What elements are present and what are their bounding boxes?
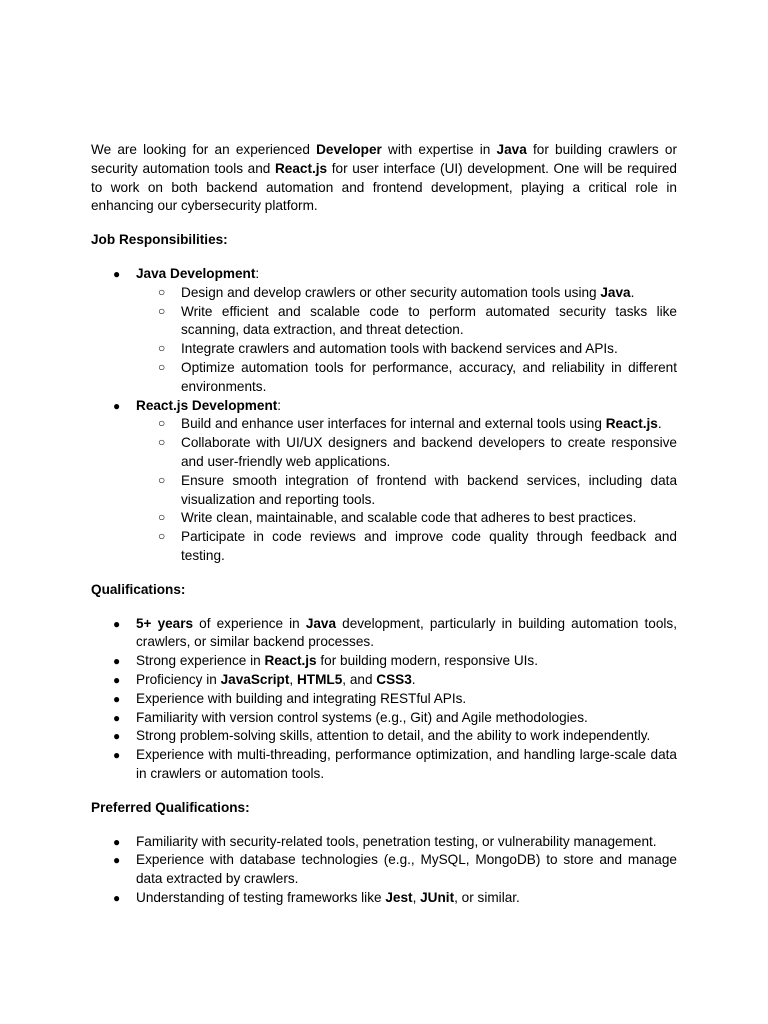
item-text: Build and enhance user interfaces for internal and external tools using — [181, 416, 606, 432]
list-item — [136, 359, 677, 397]
colon: : — [277, 397, 282, 413]
intro-skill-react: React.js — [274, 160, 328, 176]
list-item — [91, 397, 677, 566]
list-item — [136, 284, 677, 303]
intro-text: with expertise in — [381, 142, 497, 157]
react-development-title: React.js Development — [136, 397, 278, 413]
qualifications-heading: Qualifications: — [91, 581, 186, 597]
hollow-bullet-icon: ○ — [158, 341, 166, 356]
item-bold: React.js — [605, 416, 658, 432]
filled-bullet-icon: ● — [113, 266, 121, 281]
filled-bullet-icon: ● — [113, 890, 121, 905]
item-text: of experience in — [193, 615, 306, 631]
java-development-title: Java Development — [136, 265, 256, 281]
list-item — [136, 434, 677, 472]
job-description-document — [91, 141, 677, 908]
item-text: Proficiency in — [136, 671, 221, 687]
intro-text: for building crawlers or security automation tools and — [91, 142, 677, 176]
item-text: , and — [342, 671, 377, 687]
item-text: . — [411, 671, 416, 687]
item-text: Strong experience in — [136, 653, 265, 669]
qualifications-list — [91, 615, 677, 784]
item-text: Understanding of testing frameworks like — [136, 889, 386, 905]
item-bold: Jest — [385, 889, 413, 905]
intro-text: We are looking for an experienced — [91, 142, 317, 157]
item-text: development, particularly in building automation tools, crawlers, or similar backend processes. — [136, 615, 678, 650]
item-text: . — [657, 416, 662, 432]
list-item — [91, 615, 677, 653]
item-text: Optimize automation tools for performance, accuracy, and reliability in different environments. — [181, 359, 677, 394]
item-text: Strong problem-solving skills, attention to detail, and the ability to work independently. — [136, 728, 651, 744]
list-item — [91, 690, 677, 709]
list-item — [91, 671, 677, 690]
item-bold: 5+ years — [136, 615, 194, 631]
list-item — [91, 851, 677, 889]
item-text: Experience with database technologies (e.g., MySQL, MongoDB) to store and manage data extracted by crawlers. — [136, 852, 677, 887]
hollow-bullet-icon: ○ — [158, 416, 166, 431]
hollow-bullet-icon: ○ — [158, 303, 166, 318]
java-development-sublist — [136, 284, 677, 397]
hollow-bullet-icon: ○ — [158, 510, 166, 525]
item-text: , — [412, 889, 421, 905]
hollow-bullet-icon: ○ — [158, 435, 166, 450]
filled-bullet-icon: ● — [113, 729, 121, 744]
hollow-bullet-icon: ○ — [158, 284, 166, 299]
filled-bullet-icon: ● — [113, 691, 121, 706]
list-item — [91, 265, 677, 397]
react-development-sublist — [136, 415, 677, 565]
item-text: , — [289, 671, 297, 687]
list-item — [91, 652, 677, 671]
item-text: Collaborate with UI/UX designers and backend developers to create responsive and user-friendly web applications. — [181, 435, 677, 469]
preferred-qualifications-list — [91, 833, 677, 908]
list-item — [91, 833, 677, 852]
list-item — [136, 472, 677, 510]
filled-bullet-icon: ● — [113, 672, 121, 687]
list-item — [91, 889, 677, 908]
filled-bullet-icon: ● — [113, 853, 121, 868]
item-bold: CSS3 — [376, 671, 412, 687]
list-item — [91, 709, 677, 728]
list-item — [136, 528, 677, 566]
hollow-bullet-icon: ○ — [158, 529, 166, 544]
item-bold: JavaScript — [220, 671, 290, 687]
list-item — [136, 303, 677, 341]
item-text: Familiarity with version control systems (e.g., Git) and Agile methodologies. — [136, 709, 588, 725]
colon: : — [255, 265, 260, 281]
item-text: Write clean, maintainable, and scalable code that adheres to best practices. — [181, 510, 637, 526]
item-text: Ensure smooth integration of frontend with backend services, including data visualization and reporting tools. — [181, 472, 677, 507]
item-text: Familiarity with security-related tools, penetration testing, or vulnerability management. — [136, 833, 657, 849]
list-item — [91, 727, 677, 746]
item-text: Experience with building and integrating RESTful APIs. — [136, 690, 467, 706]
list-item — [136, 340, 677, 359]
item-bold: JUnit — [420, 889, 455, 905]
intro-skill-java: Java — [496, 142, 527, 157]
filled-bullet-icon: ● — [113, 748, 121, 763]
filled-bullet-icon: ● — [113, 398, 121, 413]
item-text: for building modern, responsive UIs. — [316, 653, 538, 669]
intro-paragraph — [91, 141, 677, 216]
item-bold: React.js — [264, 653, 317, 669]
preferred-qualifications-heading: Preferred Qualifications: — [91, 799, 250, 815]
hollow-bullet-icon: ○ — [158, 359, 166, 374]
item-bold: HTML5 — [296, 671, 343, 687]
list-item — [136, 509, 677, 528]
item-text: Design and develop crawlers or other security automation tools using — [181, 284, 601, 300]
item-text: Write efficient and scalable code to perform automated security tasks like scanning, data extraction, and threat detection. — [181, 303, 677, 338]
item-bold: Java — [305, 615, 337, 631]
item-text: Experience with multi-threading, performance optimization, and handling large-scale data in crawlers or automation tools. — [136, 747, 677, 781]
intro-role: Developer — [316, 142, 382, 157]
item-text: Integrate crawlers and automation tools with backend services and APIs. — [181, 341, 618, 357]
list-item — [91, 746, 677, 784]
list-item — [136, 415, 677, 434]
item-bold: Java — [600, 284, 631, 300]
intro-text: for user interface (UI) development. One will be required to work on both backend automation and frontend development, playing a critical role in enhancing our cybersecurity platform. — [91, 160, 677, 214]
item-text: Participate in code reviews and improve code quality through feedback and testing. — [181, 529, 677, 563]
filled-bullet-icon: ● — [113, 710, 121, 725]
filled-bullet-icon: ● — [113, 654, 121, 669]
item-text: , or similar. — [454, 889, 520, 905]
hollow-bullet-icon: ○ — [158, 472, 166, 487]
responsibilities-heading: Job Responsibilities: — [91, 232, 228, 248]
item-text: . — [630, 284, 635, 300]
responsibilities-list — [91, 265, 677, 566]
filled-bullet-icon: ● — [113, 616, 121, 631]
filled-bullet-icon: ● — [113, 834, 121, 849]
